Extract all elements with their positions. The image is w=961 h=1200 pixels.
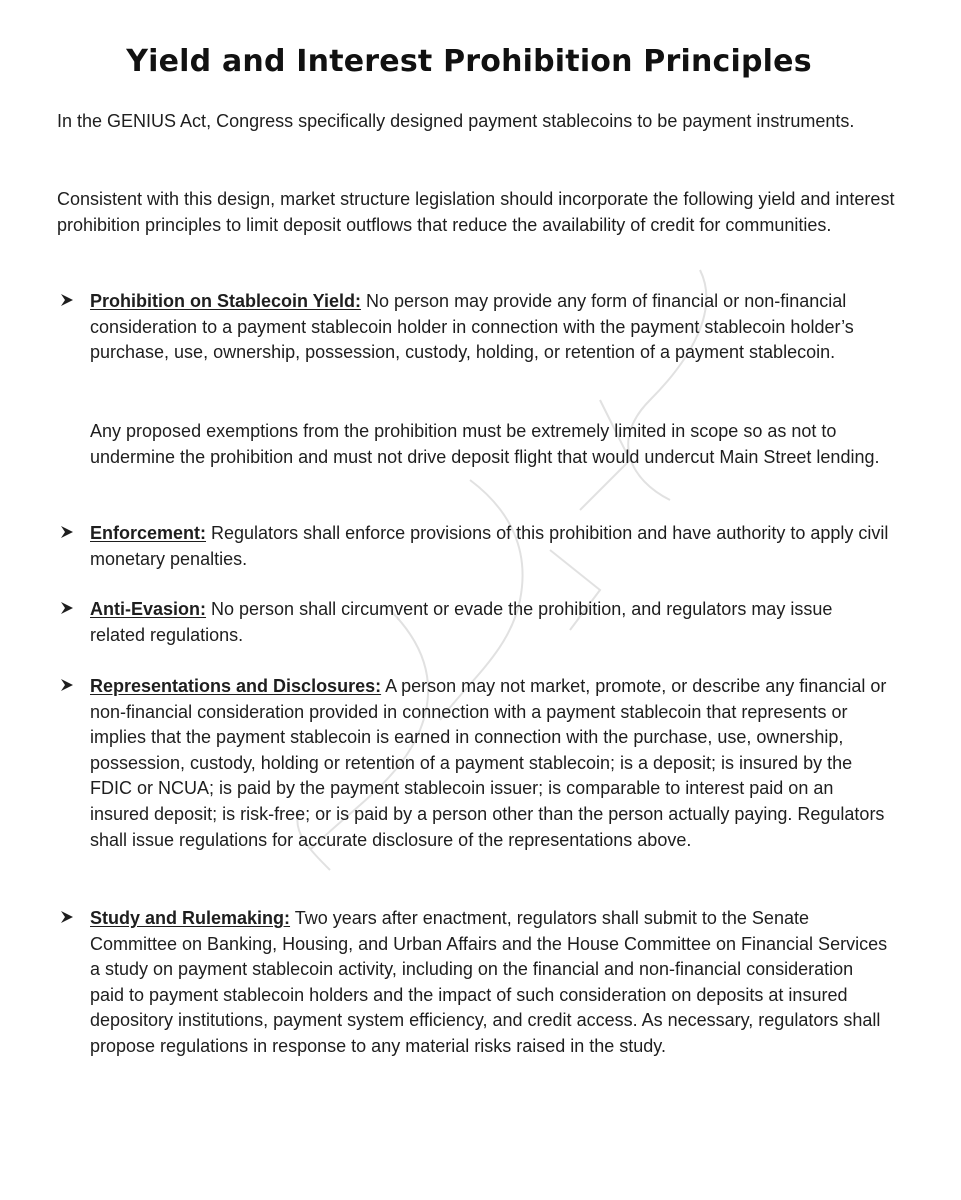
list-item-heading: Prohibition on Stablecoin Yield: (90, 291, 362, 311)
arrowhead-bullet-icon (60, 909, 76, 927)
arrowhead-bullet-icon (60, 524, 76, 542)
list-item-subparagraph: Any proposed exemptions from the prohibition must be extremely limited in scope so as not to undermine the prohibition and must not drive deposit flight that would undercut Main Street lending. (90, 421, 880, 467)
arrowhead-bullet-icon (60, 677, 76, 695)
list-item-text (90, 289, 890, 366)
list-item-heading: Study and Rulemaking: (90, 908, 291, 928)
intro-paragraph-2: Consistent with this design, market structure legislation should incorporate the following yield and interest prohibition principles to limit deposit outflows that reduce the availability of credit for communities. (57, 189, 895, 235)
list-item-heading: Representations and Disclosures: (90, 676, 382, 696)
arrowhead-bullet-icon (60, 600, 76, 618)
list-item-body: No person may provide any form of financial or non-financial consideration to a payment stablecoin holder in connection with the payment stablecoin holder’s purchase, use, ownership, possession, custody, holding, or retention of a payment stablecoin. (90, 291, 854, 363)
intro-paragraph-1: In the GENIUS Act, Congress specifically designed payment stablecoins to be payment instruments. (57, 111, 855, 131)
list-item-text (90, 906, 890, 1060)
list-item-text (90, 597, 890, 648)
list-item-heading: Enforcement: (90, 523, 207, 543)
list-item-body: A person may not market, promote, or describe any financial or non-financial consideration provided in connection with a payment stablecoin that represents or implies that the payment stablecoin is earned in connection with the purchase, use, ownership, possession, custody, holding or retention of a payment stablecoin; is a deposit; is insured by the FDIC or NCUA; is paid by the payment stablecoin issuer; is comparable to interest paid on an insured deposit; is risk-free; or is paid by a person other than the person actually paying. Regulators shall issue regulations for accurate disclosure of the representations above. (90, 676, 887, 850)
list-item-text (90, 521, 890, 572)
list-item-body: No person shall circumvent or evade the prohibition, and regulators may issue related regulations. (90, 599, 833, 645)
list-item-body: Two years after enactment, regulators shall submit to the Senate Committee on Banking, Housing, and Urban Affairs and the House Committee on Financial Services a study on payment stablecoin activity, including on the financial and non-financial consideration paid to payment stablecoin holders and the impact of such consideration on deposits at insured depository institutions, payment system efficiency, and credit access. As necessary, regulators shall propose regulations in response to any material risks raised in the study. (90, 908, 888, 1056)
list-item-heading: Anti-Evasion: (90, 599, 207, 619)
arrowhead-bullet-icon (60, 292, 76, 310)
list-item-body: Regulators shall enforce provisions of this prohibition and have authority to apply civil monetary penalties. (90, 523, 889, 569)
list-item-text (90, 674, 890, 853)
document-title: Yield and Interest Prohibition Principles (126, 44, 812, 79)
